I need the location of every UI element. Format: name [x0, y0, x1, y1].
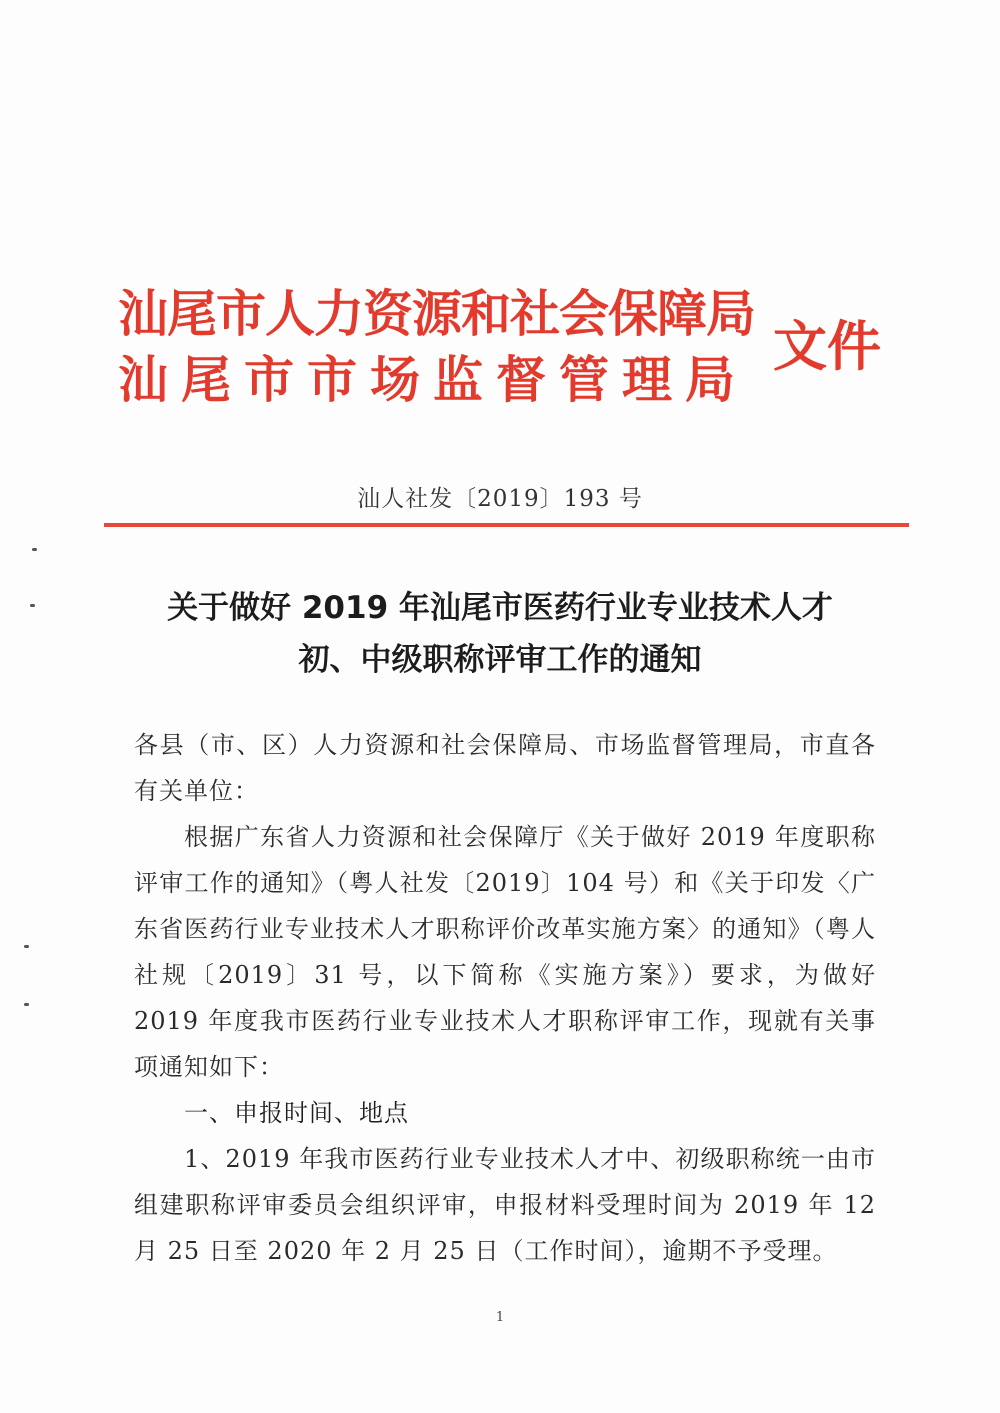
- intro-paragraph: 根据广东省人力资源和社会保障厅《关于做好 2019 年度职称评审工作的通知》（粤人社发〔2019〕104 号）和《关于印发〈广东省医药行业专业技术人才职称评价改革实施方案〉的通知》（粤人社规〔2019〕31 号，以下简称《实施方案》）要求，为做好 2019 年度我市医药行业专业技术人才职称评审工作，现就有关事项通知如下：: [134, 823, 876, 1081]
- page-number: 1: [495, 1310, 505, 1325]
- document-number: 汕人社发〔2019〕193 号: [357, 486, 643, 512]
- scan-speck: [24, 1003, 29, 1006]
- letterhead: [118, 268, 908, 408]
- addressee-paragraph: 各县（市、区）人力资源和社会保障局、市场监督管理局，市直各有关单位：: [134, 731, 876, 805]
- section-heading-1: 一、申报时间、地点: [184, 1099, 409, 1127]
- body-content: [134, 722, 876, 1274]
- item-1-paragraph: 1、2019 年我市医药行业专业技术人才中、初级职称统一由市组建职称评审委员会组织评审，申报材料受理时间为 2019 年 12 月 25 日至 2020 年 2 月 25 日（工作时间），逾期不予受理。: [134, 1145, 876, 1265]
- title-line-1: 关于做好 2019 年汕尾市医药行业专业技术人才: [167, 590, 833, 626]
- title-line-2: 初、中级职称评审工作的通知: [298, 642, 702, 678]
- scan-speck: [24, 945, 29, 948]
- red-divider-line: [104, 523, 909, 527]
- scan-speck: [30, 604, 35, 607]
- scan-speck: [32, 548, 37, 551]
- document-type-label: 文件: [773, 315, 881, 378]
- agency-name-1: 汕尾市人力资源和社会保障局: [118, 285, 755, 343]
- agency-name-2: 汕尾市市场监督管理局: [118, 351, 748, 409]
